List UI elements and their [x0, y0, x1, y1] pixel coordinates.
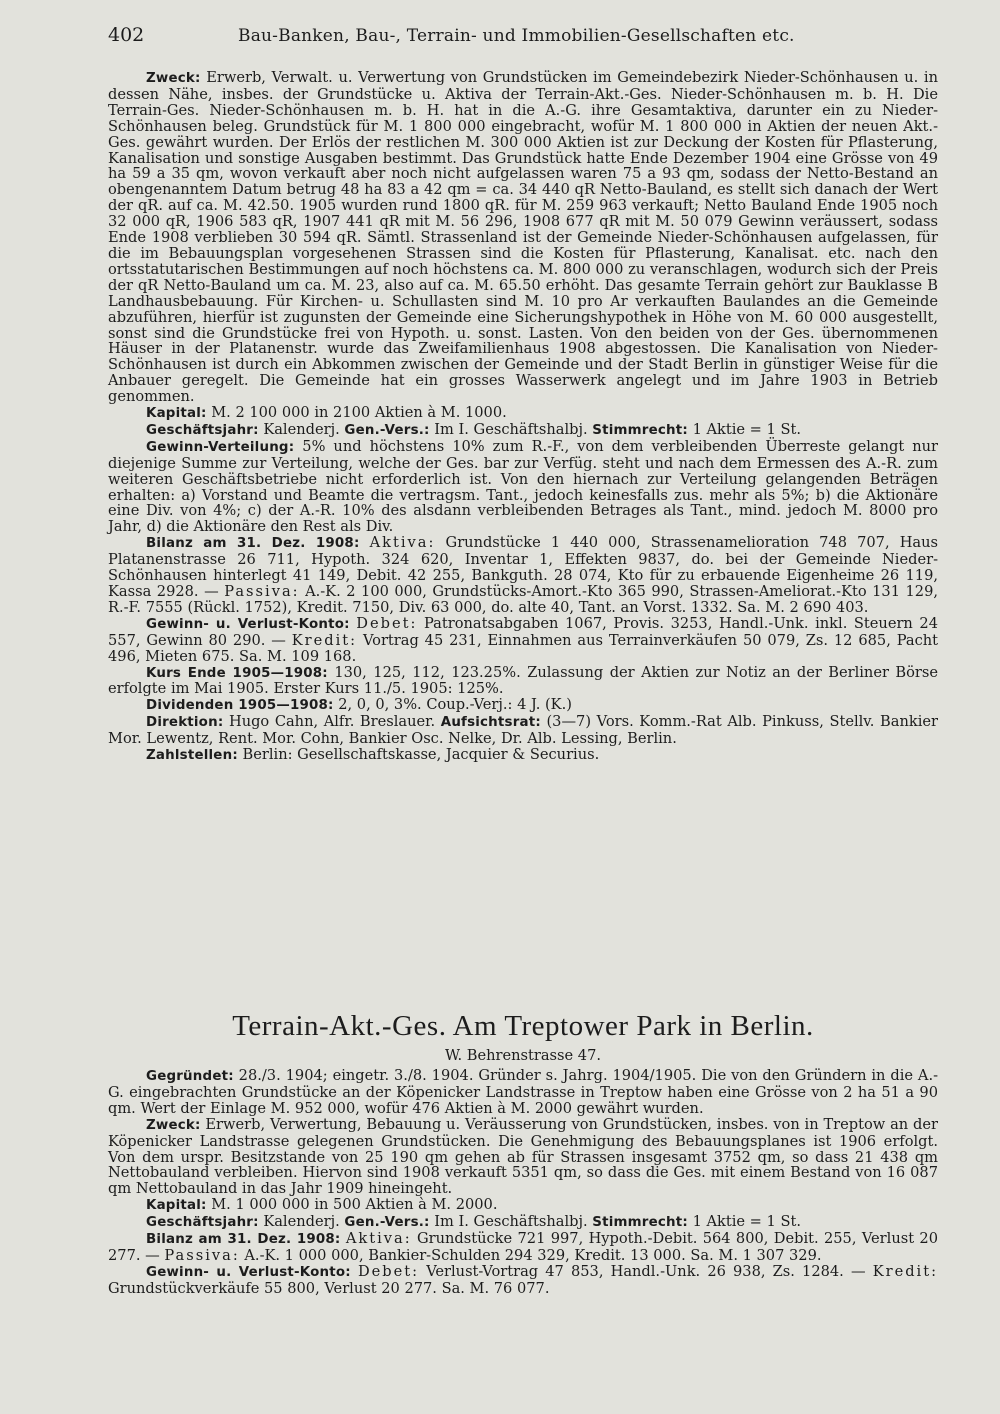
profit-loss-paragraph	[108, 616, 938, 665]
voting-right-label: Stimmrecht:	[592, 1215, 688, 1231]
profit-distribution-label: Gewinn-Verteilung:	[146, 439, 295, 455]
fiscal-year-label: Geschäftsjahr:	[146, 422, 259, 438]
capital-label: Kapital:	[146, 1198, 207, 1214]
profit-loss-label: Gewinn- u. Verlust-Konto:	[146, 616, 350, 632]
balance-paragraph	[108, 1231, 938, 1264]
liabilities-label: Passiva:	[164, 1246, 240, 1264]
fiscal-year-label: Geschäftsjahr:	[146, 1215, 259, 1231]
fiscal-year-text: Kalenderj.	[263, 420, 340, 438]
management-label: Direktion:	[146, 715, 224, 731]
dividends-label: Dividenden 1905—1908:	[146, 698, 334, 714]
company-entry-treptower-park	[108, 1068, 938, 1297]
supervisory-board-label: Aufsichtsrat:	[440, 715, 541, 731]
purpose-paragraph	[108, 1117, 938, 1198]
founded-label: Gegründet:	[146, 1069, 234, 1084]
fiscal-paragraph	[108, 1214, 938, 1231]
profit-loss-paragraph	[108, 1264, 938, 1297]
purpose-paragraph	[108, 70, 938, 405]
credit-label: Kredit:	[872, 1262, 939, 1280]
purpose-text: Erwerb, Verwalt. u. Verwertung von Grundstücken im Gemeindebezirk Nieder-Schönhausen u. in dessen Nähe, insbes. der Grundstücke u. Aktiva der Terrain-Akt.-Ges. Nieder-Schönhausen m. b. H. Die Terrain-Ges. Nieder-Schönhausen m. b. H. hat in die A.-G. ihre Gesamtaktiva, darunter ein zu Nieder-Schönhausen beleg. Grundstück für M. 1 800 000 eingebracht, wofür M. 1 800 000 in Aktien der neuen Akt.-Ges. gewährt wurden. Der Erlös der restlichen M. 300 000 Aktien ist zur Deckung der Kosten für Pflasterung, Kanalisation und sonstige Ausgaben bestimmt. Das Grundstück hatte Ende Dezember 1904 eine Grösse von 49 ha 59 a 35 qm, wovon verkauft aber noch nicht aufgelassen waren 75 a 93 qm, sodass der Netto-Bestand an obengenanntem Datum betrug 48 ha 83 a 42 qm = ca. 34 440 qR Netto-Bauland, es stellt sich danach der Wert der qR. auf ca. M. 42.50. 1905 wurden rund 1800 qR. für M. 259 963 verkauft; Netto Bauland Ende 1905 noch 32 000 qR, 1906 583 qR, 1907 441 qR mit M. 56 296, 1908 677 qR mit M. 50 079 Gewinn veräussert, sodass Ende 1908 verblieben 30 594 qR. Sämtl. Strassenland ist der Gemeinde Nieder-Schönhausen aufgelassen, für die im Bebauungsplan vorgesehenen Strassen sind die Kosten für Pflasterung, Kanalisat. etc. nach den ortsstatutarischen Bestimmungen auf noch höchstens ca. M. 800 000 zu veranschlagen, wodurch sich der Preis der qR Netto-Bauland um ca. M. 23, also auf ca. M. 65.50 erhöht. Das gesamte Terrain gehört zur Bauklasse B Landhausbebauung. Für Kirchen- u. Schullasten sind M. 10 pro Ar verkauften Baulandes an die Gemeinde abzuführen, hierfür ist zugunsten der Gemeinde eine Sicherungshypothek in Höhe von M. 60 000 ausgestellt, sonst sind die Grundstücke frei von Hypoth. u. sonst. Lasten. Von den beiden von der Ges. übernommenen Häuser in der Platanenstr. wurde das Zweifamilienhaus 1908 abgestossen. Die Kanalisation von Nieder-Schönhausen ist durch ein Abkommen zwischen der Gemeinde und der Stadt Berlin in günstiger Weise für die Anbauer geregelt. Die Gemeinde hat ein grosses Wasserwerk angelegt und im Jahre 1903 in Betrieb genommen.	[108, 69, 938, 406]
liabilities-label: Passiva:	[224, 583, 300, 600]
capital-text: M. 2 100 000 in 2100 Aktien à M. 1000.	[211, 404, 507, 422]
voting-right-text: 1 Aktie = 1 St.	[692, 420, 801, 438]
management-text: Hugo Cahn, Alfr. Breslauer.	[228, 713, 436, 731]
page-header	[108, 24, 938, 54]
profit-distribution-text: 5% und höchstens 10% zum R.-F., von dem verbleibenden Überreste gelangt nur diejenige Summe zur Verteilung, welche der Ges. bar zur Verfüg. steht und nach dem Ermessen des A.-R. zum weiteren Geschäftsbetriebe nicht erforderlich ist. Von den hiernach zur Verteilung gelangenden Beträgen erhalten: a) Vorstand und Beamte die vertragsm. Tant., jedoch keinesfalls zus. mehr als 5%; b) die Aktionäre eine Div. von 4%; c) der A.-R. 10% des alsdann verbleibenden Betrages als Tant., mind. jedoch M. 8000 pro Jahr, d) die Aktionäre den Rest als Div.	[108, 437, 938, 536]
founded-paragraph	[108, 1068, 938, 1117]
founded-text: 28./3. 1904; eingetr. 3./8. 1904. Gründer s. Jahrg. 1904/1905. Die von den Gründern in die A.-G. eingebrachten Grundstücke an der Köpenicker Landstrasse in Treptow haben eine Grösse von 2 ha 51 a 90 qm. Wert der Einlage M. 952 000, wofür 476 Aktien à M. 2000 gewährt wurden.	[108, 1067, 939, 1117]
debit-label: Debet:	[357, 1262, 420, 1280]
dividends-text: 2, 0, 0, 3%. Coup.-Verj.: 4 J. (K.)	[338, 696, 572, 714]
profit-loss-label: Gewinn- u. Verlust-Konto:	[146, 1264, 351, 1280]
price-text: 130, 125, 112, 123.25%. Zulassung der Aktien zur Notiz an der Berliner Börse erfolgte im Mai 1905. Erster Kurs 11./5. 1905: 125%.	[108, 663, 939, 698]
fiscal-paragraph	[108, 422, 938, 439]
price-paragraph	[108, 665, 938, 698]
general-meeting-text: Im I. Geschäftshalbj.	[434, 420, 588, 438]
assets-label: Aktiva:	[345, 1230, 412, 1248]
debit-text: Patronatsabgaben 1067, Provis. 3253, Handl.-Unk. inkl. Steuern 24 557, Gewinn 80 290. —	[108, 614, 938, 649]
voting-right-label: Stimmrecht:	[592, 422, 688, 438]
purpose-label: Zweck:	[146, 71, 201, 86]
capital-paragraph	[108, 405, 938, 422]
liabilities-text: A.-K. 2 100 000, Grundstücks-Amort.-Kto 365 990, Strassen-Ameliorat.-Kto 131 129, R.-F. 7555 (Rückl. 1752), Kredit. 7150, Div. 63 000, do. alte 40, Tant. an Vorst. 1332. Sa. M. 2 690 403.	[108, 583, 939, 616]
fiscal-year-text: Kalenderj.	[263, 1213, 340, 1231]
credit-text: Grundstückverkäufe 55 800, Verlust 20 277. Sa. M. 76 077.	[108, 1279, 550, 1297]
liabilities-text: A.-K. 1 000 000, Bankier-Schulden 294 329, Kredit. 13 000. Sa. M. 1 307 329.	[244, 1246, 822, 1264]
general-meeting-text: Im I. Geschäftshalbj.	[434, 1213, 588, 1231]
paying-agents-paragraph	[108, 747, 938, 764]
profit-distribution-paragraph	[108, 439, 938, 535]
capital-label: Kapital:	[146, 406, 207, 422]
purpose-label: Zweck:	[146, 1117, 201, 1133]
company-entry-nieder-schoenhausen	[108, 70, 938, 764]
capital-text: M. 1 000 000 in 500 Aktien à M. 2000.	[211, 1196, 498, 1214]
paying-agents-label: Zahlstellen:	[146, 748, 238, 764]
price-label: Kurs Ende 1905—1908:	[146, 665, 328, 681]
purpose-text: Erwerb, Verwertung, Bebauung u. Veräusserung von Grundstücken, insbes. von in Treptow an der Köpenicker Landstrasse gelegenen Grundstücken. Die Genehmigung des Bebauungsplanes ist 1906 erfolgt. Von dem urspr. Besitzstande von 25 190 qm gehen ab für Strassen insgesamt 3752 qm, so dass 21 438 qm Nettobauland verbleiben. Hiervon sind 1908 verkauft 5351 qm, so dass die Ges. mit einem Bestand von 16 087 qm Nettobauland in das Jahr 1909 hineingeht.	[108, 1115, 938, 1198]
debit-label: Debet:	[356, 614, 418, 632]
assets-label: Aktiva:	[369, 534, 436, 552]
credit-label: Kredit:	[291, 631, 358, 649]
paying-agents-text: Berlin: Gesellschaftskasse, Jacquier & Securius.	[242, 746, 600, 764]
assets-text: Grundstücke 721 997, Hypoth.-Debit. 564 800, Debit. 255, Verlust 20 277. —	[108, 1230, 939, 1264]
balance-label: Bilanz am 31. Dez. 1908:	[146, 536, 360, 552]
credit-text: Vortrag 45 231, Einnahmen aus Terrainverkäufen 50 079, Zs. 12 685, Pacht 496, Mieten 675. Sa. M. 109 168.	[108, 631, 938, 665]
supervisory-board-text: (3—7) Vors. Komm.-Rat Alb. Pinkuss, Stellv. Bankier Mor. Lewentz, Rent. Mor. Cohn, Bankier Osc. Nelke, Dr. Alb. Lessing, Berlin.	[108, 713, 938, 748]
running-title: Bau-Banken, Bau-, Terrain- und Immobilien-Gesellschaften etc.	[238, 26, 795, 46]
general-meeting-label: Gen.-Vers.:	[344, 422, 430, 438]
debit-text: Verlust-Vortrag 47 853, Handl.-Unk. 26 938, Zs. 1284. —	[426, 1262, 866, 1280]
capital-paragraph	[108, 1197, 938, 1214]
management-paragraph	[108, 714, 938, 747]
dividends-paragraph	[108, 697, 938, 714]
assets-text: Grundstücke 1 440 000, Strassenamelioration 748 707, Haus Platanenstrasse 26 711, Hypoth. 324 620, Inventar 1, Effekten 9837, do. bei der Gemeinde Nieder-Schönhausen hinterlegt 41 149, Debit. 42 255, Bankguth. 28 074, Kto für zu erbauende Eigenheime 26 119, Kassa 2928. —	[108, 534, 939, 600]
company-heading-treptower-park: Terrain-Akt.-Ges. Am Treptower Park in Berlin.	[232, 1010, 814, 1042]
company-address: W. Behrenstrasse 47.	[445, 1047, 601, 1064]
voting-right-text: 1 Aktie = 1 St.	[692, 1213, 801, 1231]
general-meeting-label: Gen.-Vers.:	[344, 1215, 430, 1231]
balance-label: Bilanz am 31. Dez. 1908:	[146, 1232, 341, 1248]
page-number: 402	[108, 24, 145, 46]
balance-paragraph	[108, 535, 938, 616]
